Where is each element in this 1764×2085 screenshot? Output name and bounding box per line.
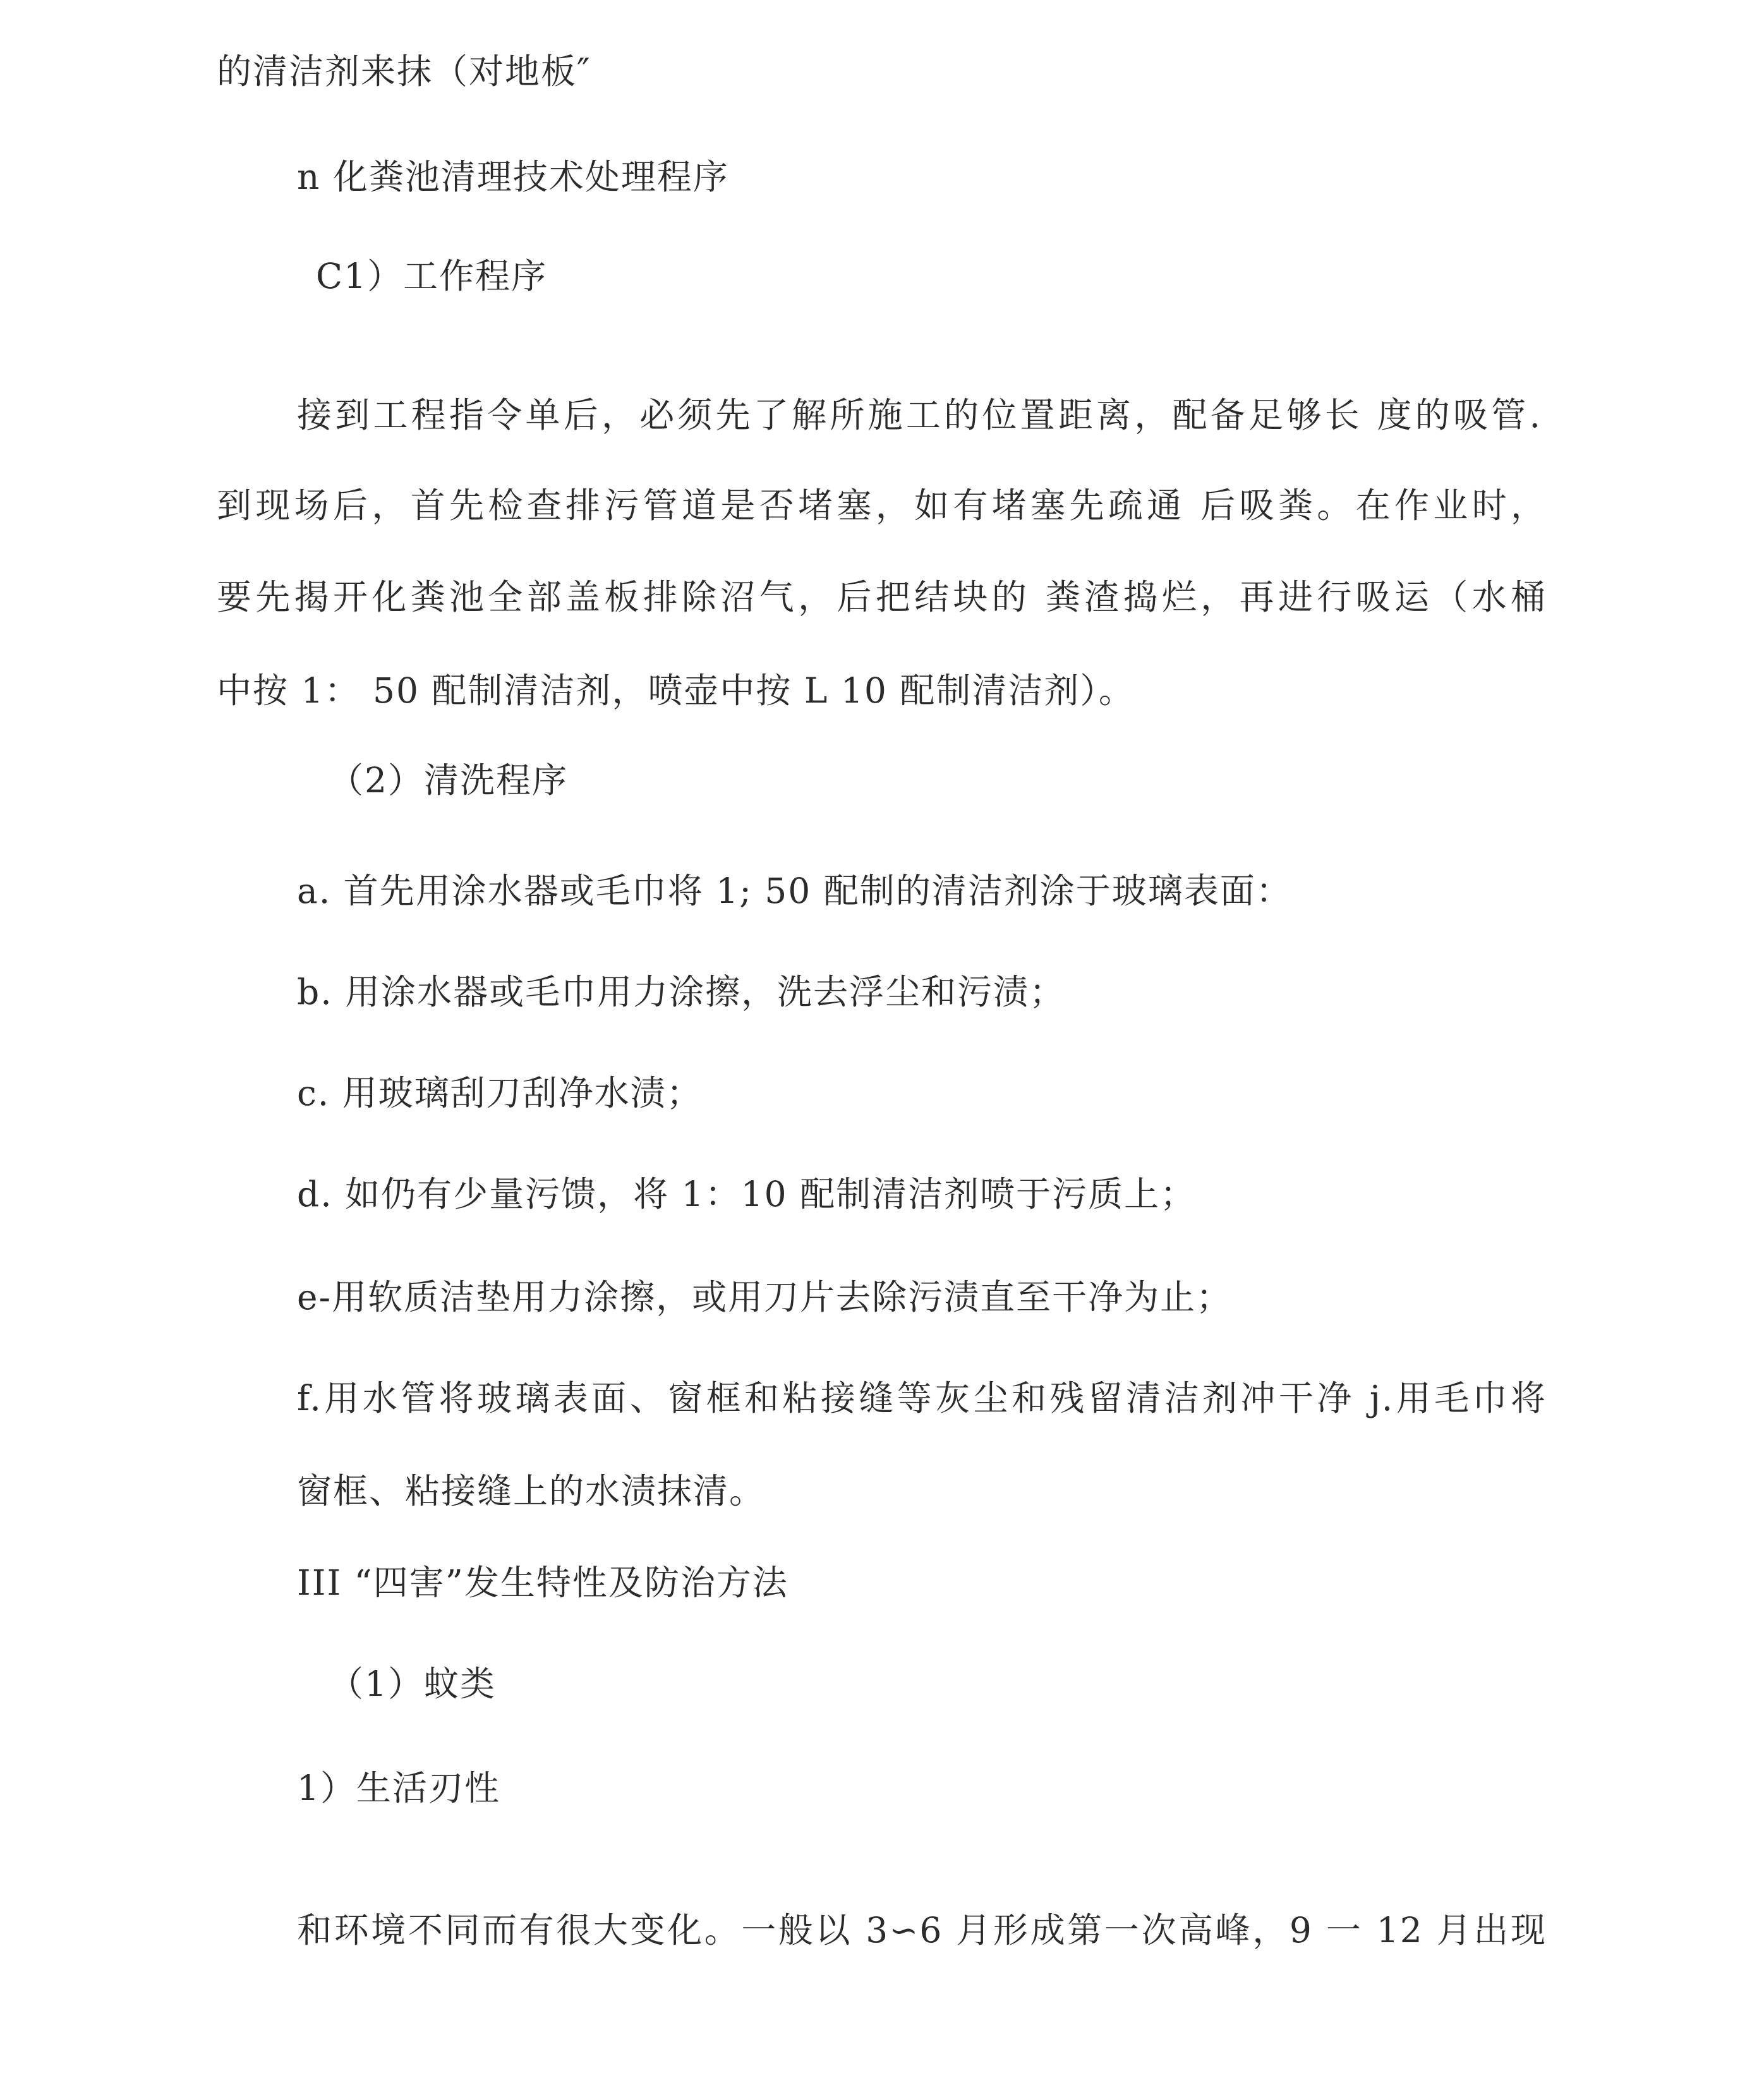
paragraph-line-2: 到现场后，首先检查排污管道是否堵塞，如有堵塞先疏通 后吸粪。在作业时， xyxy=(217,485,1547,526)
subsection-heading-mosquitoes: （1）蚊类 xyxy=(329,1664,496,1704)
list-item-b: b. 用涂水器或毛巾用力涂擦，洗去浮尘和污渍； xyxy=(297,972,1066,1012)
subsection-heading-work-procedure: C1）工作程序 xyxy=(316,256,548,296)
subsection-heading-living-habits: 1）生活刃性 xyxy=(297,1768,500,1808)
paragraph-line-3: 要先揭开化粪池全部盖板排除沼气，后把结块的 粪渣捣烂，再进行吸运（水桶 xyxy=(217,577,1547,617)
list-item-a: a. 首先用涂水器或毛巾将 1; 50 配制的清洁剂涂于玻璃表面： xyxy=(297,871,1292,911)
list-item-d: d. 如仍有少量污馈，将 1：10 配制清洁剂喷于污质上； xyxy=(297,1174,1197,1214)
section-heading-septic-tank: n 化粪池清理技术处理程序 xyxy=(297,157,729,197)
paragraph-last-line: 和环境不同而有很大变化。一般以 3∽6 月形成第一次高峰，9 一 12 月出现 xyxy=(297,1910,1547,1950)
subsection-heading-cleaning-procedure: （2）清洗程序 xyxy=(329,760,568,801)
list-item-c: c. 用玻璃刮刀刮净水渍； xyxy=(297,1073,703,1113)
list-item-f: f.用水管将玻璃表面、窗框和粘接缝等灰尘和残留清洁剂冲干净 j.用毛巾将 xyxy=(297,1378,1547,1418)
paragraph-line-4: 中按 1： 50 配制清洁剂，喷壶中按 L 10 配制清洁剂）。 xyxy=(217,670,1135,711)
list-item-f-continuation: 窗框、粘接缝上的水渍抹清。 xyxy=(297,1471,766,1511)
text-line-0: 的清洁剂来抹（对地板″ xyxy=(217,51,591,92)
list-item-e: e-用软质洁垫用力涂擦，或用刀片去除污渍直至干净为止； xyxy=(297,1277,1233,1317)
paragraph-line-1: 接到工程指令单后，必须先了解所施工的位置距离，配备足够长 度的吸管. xyxy=(297,395,1542,435)
section-heading-four-pests: III “四害”发生特性及防治方法 xyxy=(297,1562,788,1603)
